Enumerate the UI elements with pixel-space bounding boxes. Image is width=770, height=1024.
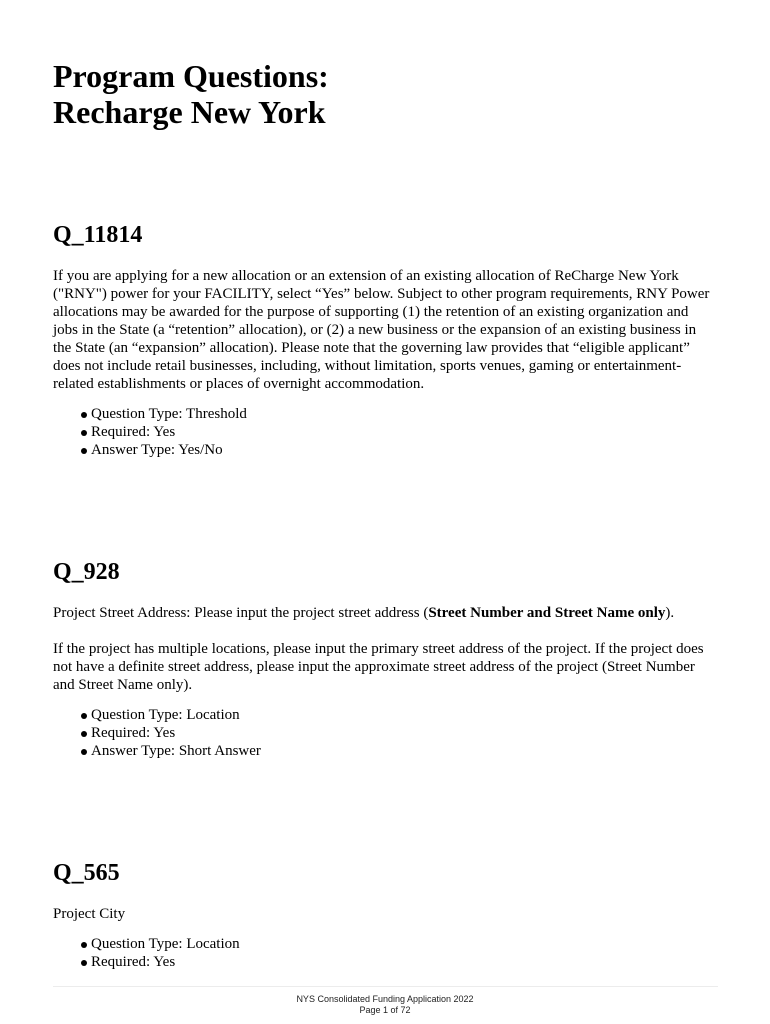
attribute-question-type: Question Type: Threshold: [81, 405, 713, 423]
footer-document-name: NYS Consolidated Funding Application 2022: [296, 994, 474, 1004]
page-footer: [0, 994, 770, 1016]
document-page: [53, 0, 713, 1024]
question-attributes: [53, 935, 713, 971]
attribute-required: Required: Yes: [81, 953, 713, 971]
question-text-part: Project Street Address: Please input the project street address (: [53, 605, 429, 621]
question-text: Project City: [53, 906, 126, 922]
attribute-required: Required: Yes: [81, 724, 713, 742]
attribute-question-type: Question Type: Location: [81, 706, 713, 724]
question-q-565: [53, 859, 713, 971]
question-text-emphasis: Street Number and Street Name only: [428, 605, 666, 621]
title-line-1: Program Questions:: [53, 58, 329, 94]
question-q-928: [53, 558, 713, 760]
question-id: Q_565: [53, 860, 120, 886]
footer-divider: [53, 986, 718, 987]
question-attributes: [53, 405, 713, 459]
question-text-part: ).: [665, 605, 675, 621]
question-text: If you are applying for a new allocation or an extension of an existing allocation of ReCharge New York ("RNY") power for your FACILITY, select “Yes” below. Subject to other program requirements, RNY Power allocations may be awarded for the purpose of supporting (1) the retention of an existing organization and jobs in the State (a “retention” allocation), or (2) a new business or the expansion of an existing business in the State (an “expansion” allocation). Please note that the governing law provides that “eligible applicant” does not include retail businesses, including, without limitation, sports venues, gaming or entertainment-related establishments or places of overnight accommodation.: [53, 268, 710, 392]
attribute-question-type: Question Type: Location: [81, 935, 713, 953]
attribute-required: Required: Yes: [81, 423, 713, 441]
question-id: Q_11814: [53, 222, 143, 248]
question-text: [53, 604, 713, 622]
question-q-11814: [53, 221, 713, 459]
page-title: [53, 58, 329, 130]
attribute-answer-type: Answer Type: Yes/No: [81, 441, 713, 459]
question-id: Q_928: [53, 559, 120, 585]
footer-page-number: Page 1 of 72: [359, 1005, 411, 1015]
title-line-2: Recharge New York: [53, 94, 326, 130]
question-attributes: [53, 706, 713, 760]
question-text-detail: If the project has multiple locations, please input the primary street address of the project. If the project does not have a definite street address, please input the approximate street address of the project (Street Number and Street Name only).: [53, 641, 704, 693]
attribute-answer-type: Answer Type: Short Answer: [81, 742, 713, 760]
